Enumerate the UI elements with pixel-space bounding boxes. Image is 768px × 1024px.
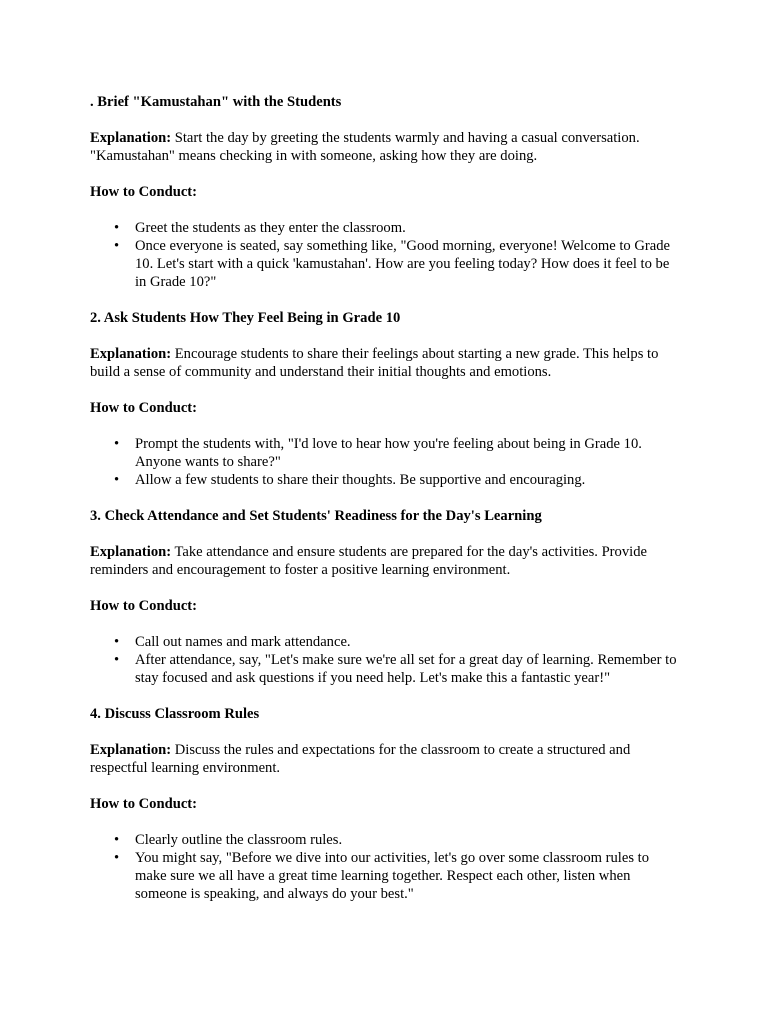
explanation-paragraph	[90, 345, 682, 381]
section-1	[90, 93, 682, 291]
list-item-text: Greet the students as they enter the classroom.	[135, 220, 406, 236]
list-item	[114, 849, 682, 903]
section-2	[90, 309, 682, 489]
list-item	[114, 435, 682, 471]
bullet-icon: •	[114, 220, 120, 236]
bullet-icon: •	[114, 436, 120, 452]
bullet-icon: •	[114, 652, 120, 668]
list-item-text: You might say, "Before we dive into our activities, let's go over some classroom rules to make sure we all have a great time learning together. Respect each other, listen when someone is speaking, and always do your best."	[135, 850, 650, 902]
explanation-label: Explanation:	[90, 742, 172, 758]
bullet-list	[90, 435, 682, 489]
list-item	[114, 237, 682, 291]
section-4	[90, 705, 682, 903]
bullet-icon: •	[114, 238, 120, 254]
list-item-text: Allow a few students to share their thoughts. Be supportive and encouraging.	[135, 472, 586, 488]
section-heading: . Brief "Kamustahan" with the Students	[90, 94, 342, 110]
how-to-conduct-label: How to Conduct:	[90, 400, 198, 416]
list-item-text: Clearly outline the classroom rules.	[135, 832, 343, 848]
section-heading: 4. Discuss Classroom Rules	[90, 706, 260, 722]
how-to-conduct-label: How to Conduct:	[90, 184, 198, 200]
document-page	[90, 93, 682, 921]
bullet-list	[90, 633, 682, 687]
explanation-text: Encourage students to share their feelings about starting a new grade. This helps to build a sense of community and understand their initial thoughts and emotions.	[90, 346, 659, 380]
list-item	[114, 471, 682, 489]
bullet-icon: •	[114, 850, 120, 866]
bullet-list	[90, 831, 682, 903]
how-to-conduct-label: How to Conduct:	[90, 796, 198, 812]
explanation-text: Take attendance and ensure students are prepared for the day's activities. Provide reminders and encouragement to foster a positive learning environment.	[90, 544, 647, 578]
explanation-text: Discuss the rules and expectations for the classroom to create a structured and respectful learning environment.	[90, 742, 631, 776]
explanation-paragraph	[90, 543, 682, 579]
explanation-label: Explanation:	[90, 346, 172, 362]
how-to-conduct-label: How to Conduct:	[90, 598, 198, 614]
explanation-label: Explanation:	[90, 130, 172, 146]
section-heading: 3. Check Attendance and Set Students' Readiness for the Day's Learning	[90, 508, 542, 524]
list-item	[114, 831, 682, 849]
list-item	[114, 219, 682, 237]
list-item	[114, 651, 682, 687]
bullet-icon: •	[114, 832, 120, 848]
list-item	[114, 633, 682, 651]
explanation-paragraph	[90, 129, 682, 165]
explanation-paragraph	[90, 741, 682, 777]
list-item-text: Once everyone is seated, say something like, "Good morning, everyone! Welcome to Grade 10. Let's start with a quick 'kamustahan'. How are you feeling today? How does it feel to be in Grade 10?"	[135, 238, 670, 290]
explanation-text: Start the day by greeting the students warmly and having a casual conversation. "Kamustahan" means checking in with someone, asking how they are doing.	[90, 130, 640, 164]
list-item-text: Call out names and mark attendance.	[135, 634, 351, 650]
bullet-icon: •	[114, 634, 120, 650]
section-heading: 2. Ask Students How They Feel Being in Grade 10	[90, 310, 401, 326]
explanation-label: Explanation:	[90, 544, 172, 560]
list-item-text: Prompt the students with, "I'd love to hear how you're feeling about being in Grade 10. Anyone wants to share?"	[135, 436, 642, 470]
section-3	[90, 507, 682, 687]
list-item-text: After attendance, say, "Let's make sure we're all set for a great day of learning. Remember to stay focused and ask questions if you need help. Let's make this a fantastic year!"	[135, 652, 677, 686]
bullet-icon: •	[114, 472, 120, 488]
bullet-list	[90, 219, 682, 291]
